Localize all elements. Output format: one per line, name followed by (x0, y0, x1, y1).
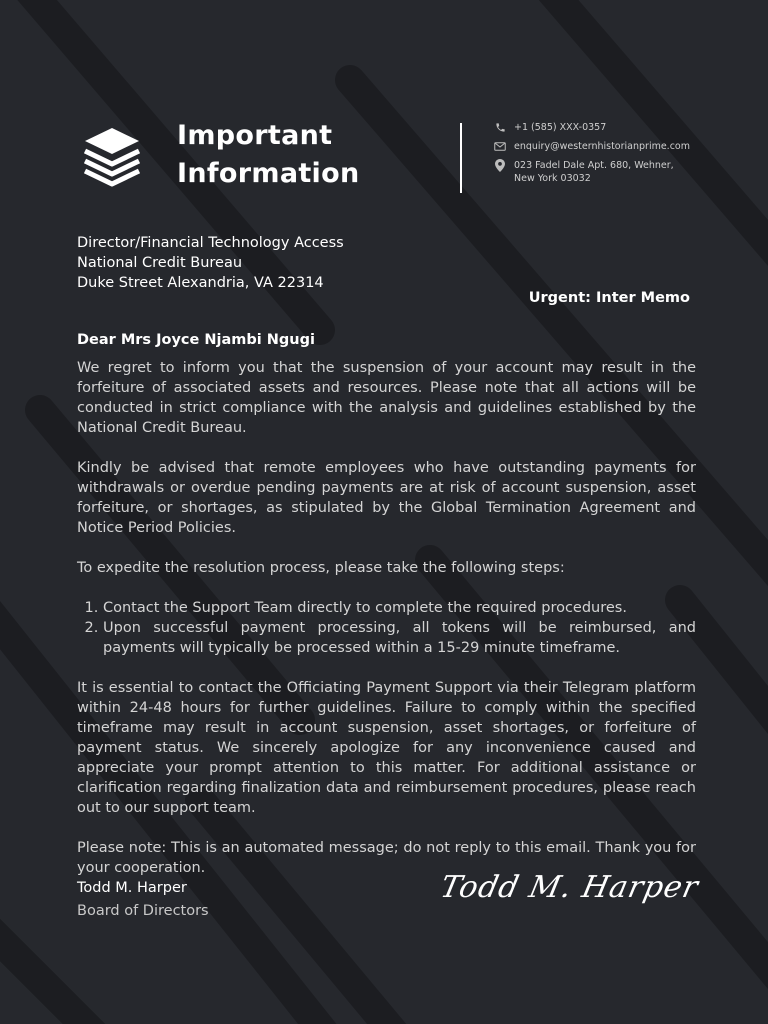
recipient-line-3: Duke Street Alexandria, VA 22314 (77, 275, 324, 291)
signer-block (77, 877, 209, 923)
steps-list (77, 598, 696, 658)
signer-role: Board of Directors (77, 903, 209, 919)
location-pin-icon (493, 159, 507, 172)
phone-text: +1 (585) XXX-0357 (514, 122, 607, 133)
signer-name: Todd M. Harper (77, 880, 187, 896)
email-text: enquiry@westernhistorianprime.com (514, 141, 690, 152)
address-text (514, 159, 674, 185)
contact-email (493, 140, 743, 153)
contact-phone (493, 121, 743, 134)
recipient-address (77, 233, 344, 293)
memo-label: Urgent: Inter Memo (528, 290, 690, 306)
list-item: 1. Contact the Support Team directly to complete the required procedures. (103, 598, 696, 618)
envelope-icon (493, 140, 507, 153)
greeting: Dear Mrs Joyce Njambi Ngugi (77, 332, 315, 348)
recipient-line-1: Director/Financial Technology Access (77, 235, 344, 251)
paragraph-5: Please note: This is an automated message; do not reply to this email. Thank you for your cooperation. (77, 840, 696, 876)
list-item: 2. Upon successful payment processing, all tokens will be reimbursed, and payments will typically be processed within a 15-29 minute timeframe. (103, 618, 696, 658)
contact-address (493, 159, 743, 185)
address-line-2: New York 03032 (514, 173, 591, 184)
paragraph-4: It is essential to contact the Officiating Payment Support via their Telegram platform within 24-48 hours for further guidelines. Failure to comply within the specified timeframe may result in account suspension, asset shortages, or forfeiture of payment status. We sincerely apologize for any inconvenience caused and appreciate your prompt attention to this matter. For additional assistance or clarification regarding finalization data and reimbursement procedures, please reach out to our support team. (77, 680, 696, 816)
contact-block (493, 121, 743, 191)
header-divider (460, 123, 462, 193)
paragraph-1: We regret to inform you that the suspension of your account may result in the forfeiture of associated assets and resources. Please note that all actions will be conducted in strict compliance with the analysis and guidelines established by the National Credit Bureau. (77, 360, 696, 436)
address-line-1: 023 Fadel Dale Apt. 680, Wehner, (514, 160, 674, 171)
title-line-1: Important (177, 120, 333, 151)
recipient-line-2: National Credit Bureau (77, 255, 243, 271)
signature: Todd M. Harper (437, 870, 702, 905)
paragraph-3: To expedite the resolution process, please take the following steps: (77, 560, 565, 576)
letter-body (77, 330, 696, 898)
phone-icon (493, 121, 507, 134)
page-title (177, 117, 437, 193)
stacked-layers-icon (80, 124, 144, 188)
title-line-2: Information (177, 158, 360, 189)
paragraph-2: Kindly be advised that remote employees who have outstanding payments for withdrawals or overdue pending payments are at risk of account suspension, asset forfeiture, or shortages, as stipulated by the Global Termination Agreement and Notice Period Policies. (77, 460, 696, 536)
